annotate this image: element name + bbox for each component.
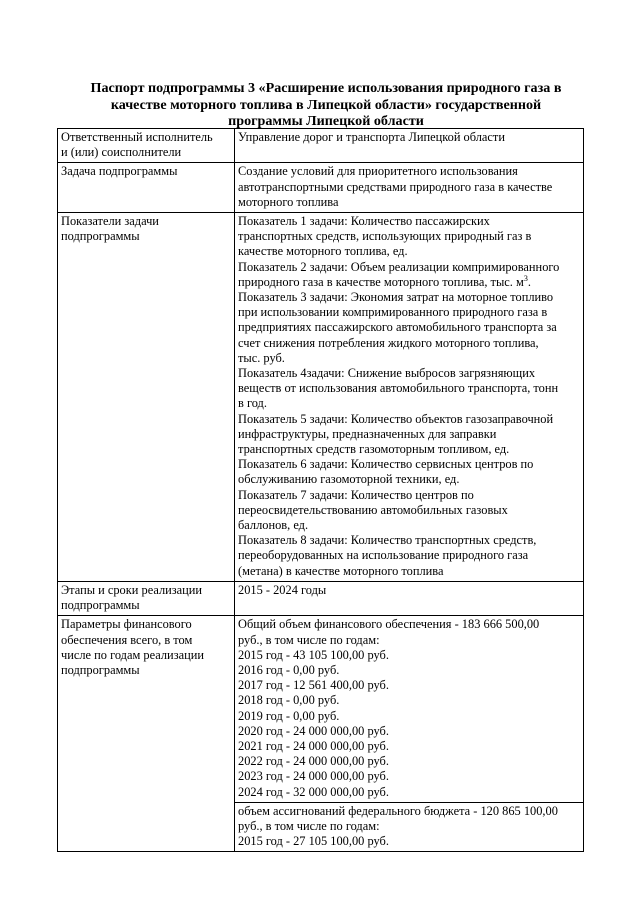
content-line: транспортных средств газомоторным топливом, ед.: [238, 442, 510, 457]
content-line: руб., в том числе по годам:: [238, 632, 380, 647]
content-line: автотранспортными средствами природного газа в качестве: [238, 179, 553, 194]
content-line: Показатель 1 задачи: Количество пассажирских: [238, 214, 490, 229]
row-label: [58, 213, 235, 582]
content-line: Показатель 2 задачи: Объем реализации компримированного: [238, 259, 560, 274]
content-line: 2019 год - 0,00 руб.: [238, 708, 340, 723]
content-line: Показатель 3 задачи: Экономия затрат на моторное топливо: [238, 290, 554, 305]
content-line: [238, 275, 580, 290]
content-line: обслуживанию газомоторной техники, ед.: [238, 472, 460, 487]
label-line: Показатели задачи: [61, 214, 159, 229]
label-line: подпрограммы: [61, 229, 140, 244]
content-line: 2020 год - 24 000 000,00 руб.: [238, 723, 389, 738]
row-content: [235, 616, 584, 802]
title-line: программы Липецкой области: [228, 113, 424, 129]
row-content: [235, 802, 584, 852]
label-line: Параметры финансового: [61, 617, 192, 632]
table-row-financing: [58, 616, 584, 802]
content-line: (метана) в качестве моторного топлива: [238, 563, 444, 578]
content-line: 2018 год - 0,00 руб.: [238, 693, 340, 708]
content-line: предприятиях пассажирского автомобильного транспорта за: [238, 320, 557, 335]
label-line: обеспечения всего, в том: [61, 632, 193, 647]
label-line: числе по годам реализации: [61, 647, 204, 662]
label-line: Ответственный исполнитель: [61, 130, 213, 144]
content-text: природного газа в качестве моторного топлива, тыс. м: [238, 274, 524, 289]
content-line: Показатель 4задачи: Снижение выбросов загрязняющих: [238, 366, 536, 381]
row-label: [58, 129, 235, 163]
table-row-indicators: [58, 213, 584, 582]
content-line: переоборудованных на использование природного газа: [238, 548, 529, 563]
row-label: [58, 616, 235, 852]
table-row-task: [58, 163, 584, 213]
content-line: Показатель 8 задачи: Количество транспортных средств,: [238, 533, 537, 548]
unit-suffix: .: [527, 274, 531, 289]
content-line: 2016 год - 0,00 руб.: [238, 662, 340, 677]
row-label: [58, 581, 235, 615]
content-line: 2017 год - 12 561 400,00 руб.: [238, 678, 389, 693]
unit-superscript: 3: [523, 274, 528, 283]
label-line: подпрограммы: [61, 662, 140, 677]
content-line: при использовании компримированного природного газа в: [238, 305, 548, 320]
row-content: [235, 129, 584, 163]
content-line: Показатель 7 задачи: Количество центров по: [238, 487, 474, 502]
content-line: Управление дорог и транспорта Липецкой области: [238, 130, 505, 144]
content-line: Показатель 6 задачи: Количество сервисных центров по: [238, 457, 534, 472]
content-line: 2015 год - 43 105 100,00 руб.: [238, 647, 389, 662]
row-content: [235, 581, 584, 615]
content-line: веществ от использования автомобильного транспорта, тонн: [238, 381, 559, 396]
title-line: качестве моторного топлива в Липецкой области» государственной: [110, 96, 542, 113]
row-label: [58, 163, 235, 213]
title-line: Паспорт подпрограммы 3 «Расширение использования природного газа в: [90, 80, 562, 96]
content-line: баллонов, ед.: [238, 518, 309, 533]
table-row-stages: [58, 581, 584, 615]
passport-table: [57, 128, 584, 852]
content-line: тыс. руб.: [238, 350, 285, 365]
label-line: подпрограммы: [61, 598, 140, 613]
document-title: [60, 80, 592, 130]
content-line: качестве моторного топлива, ед.: [238, 244, 408, 259]
content-line: 2022 год - 24 000 000,00 руб.: [238, 754, 389, 769]
content-line: 2021 год - 24 000 000,00 руб.: [238, 738, 389, 753]
row-content: [235, 213, 584, 582]
content-line: 2015 - 2024 годы: [238, 582, 327, 597]
content-line: Создание условий для приоритетного использования: [238, 164, 518, 179]
label-line: Задача подпрограммы: [61, 164, 178, 179]
content-line: моторного топлива: [238, 194, 339, 209]
content-line: транспортных средств, использующих природный газ в: [238, 229, 532, 244]
content-line: Показатель 5 задачи: Количество объектов газозаправочной: [238, 411, 554, 426]
content-line: объем ассигнований федерального бюджета - 120 865 100,00: [238, 803, 558, 818]
content-line: руб., в том числе по годам:: [238, 818, 380, 833]
label-line: Этапы и сроки реализации: [61, 582, 203, 597]
content-line: счет снижения потребления жидкого моторного топлива,: [238, 335, 539, 350]
content-line: 2024 год - 32 000 000,00 руб.: [238, 784, 389, 799]
content-line: в год.: [238, 396, 267, 411]
content-line: 2023 год - 24 000 000,00 руб.: [238, 769, 389, 784]
label-line: и (или) соисполнители: [61, 145, 182, 160]
content-line: переосвидетельствованию автомобильных газовых: [238, 502, 508, 517]
row-content: [235, 163, 584, 213]
content-line: инфраструктуры, предназначенных для заправки: [238, 426, 497, 441]
content-line: Общий объем финансового обеспечения - 183 666 500,00: [238, 617, 540, 632]
content-line: 2015 год - 27 105 100,00 руб.: [238, 834, 389, 849]
table-row-responsible: [58, 129, 584, 163]
